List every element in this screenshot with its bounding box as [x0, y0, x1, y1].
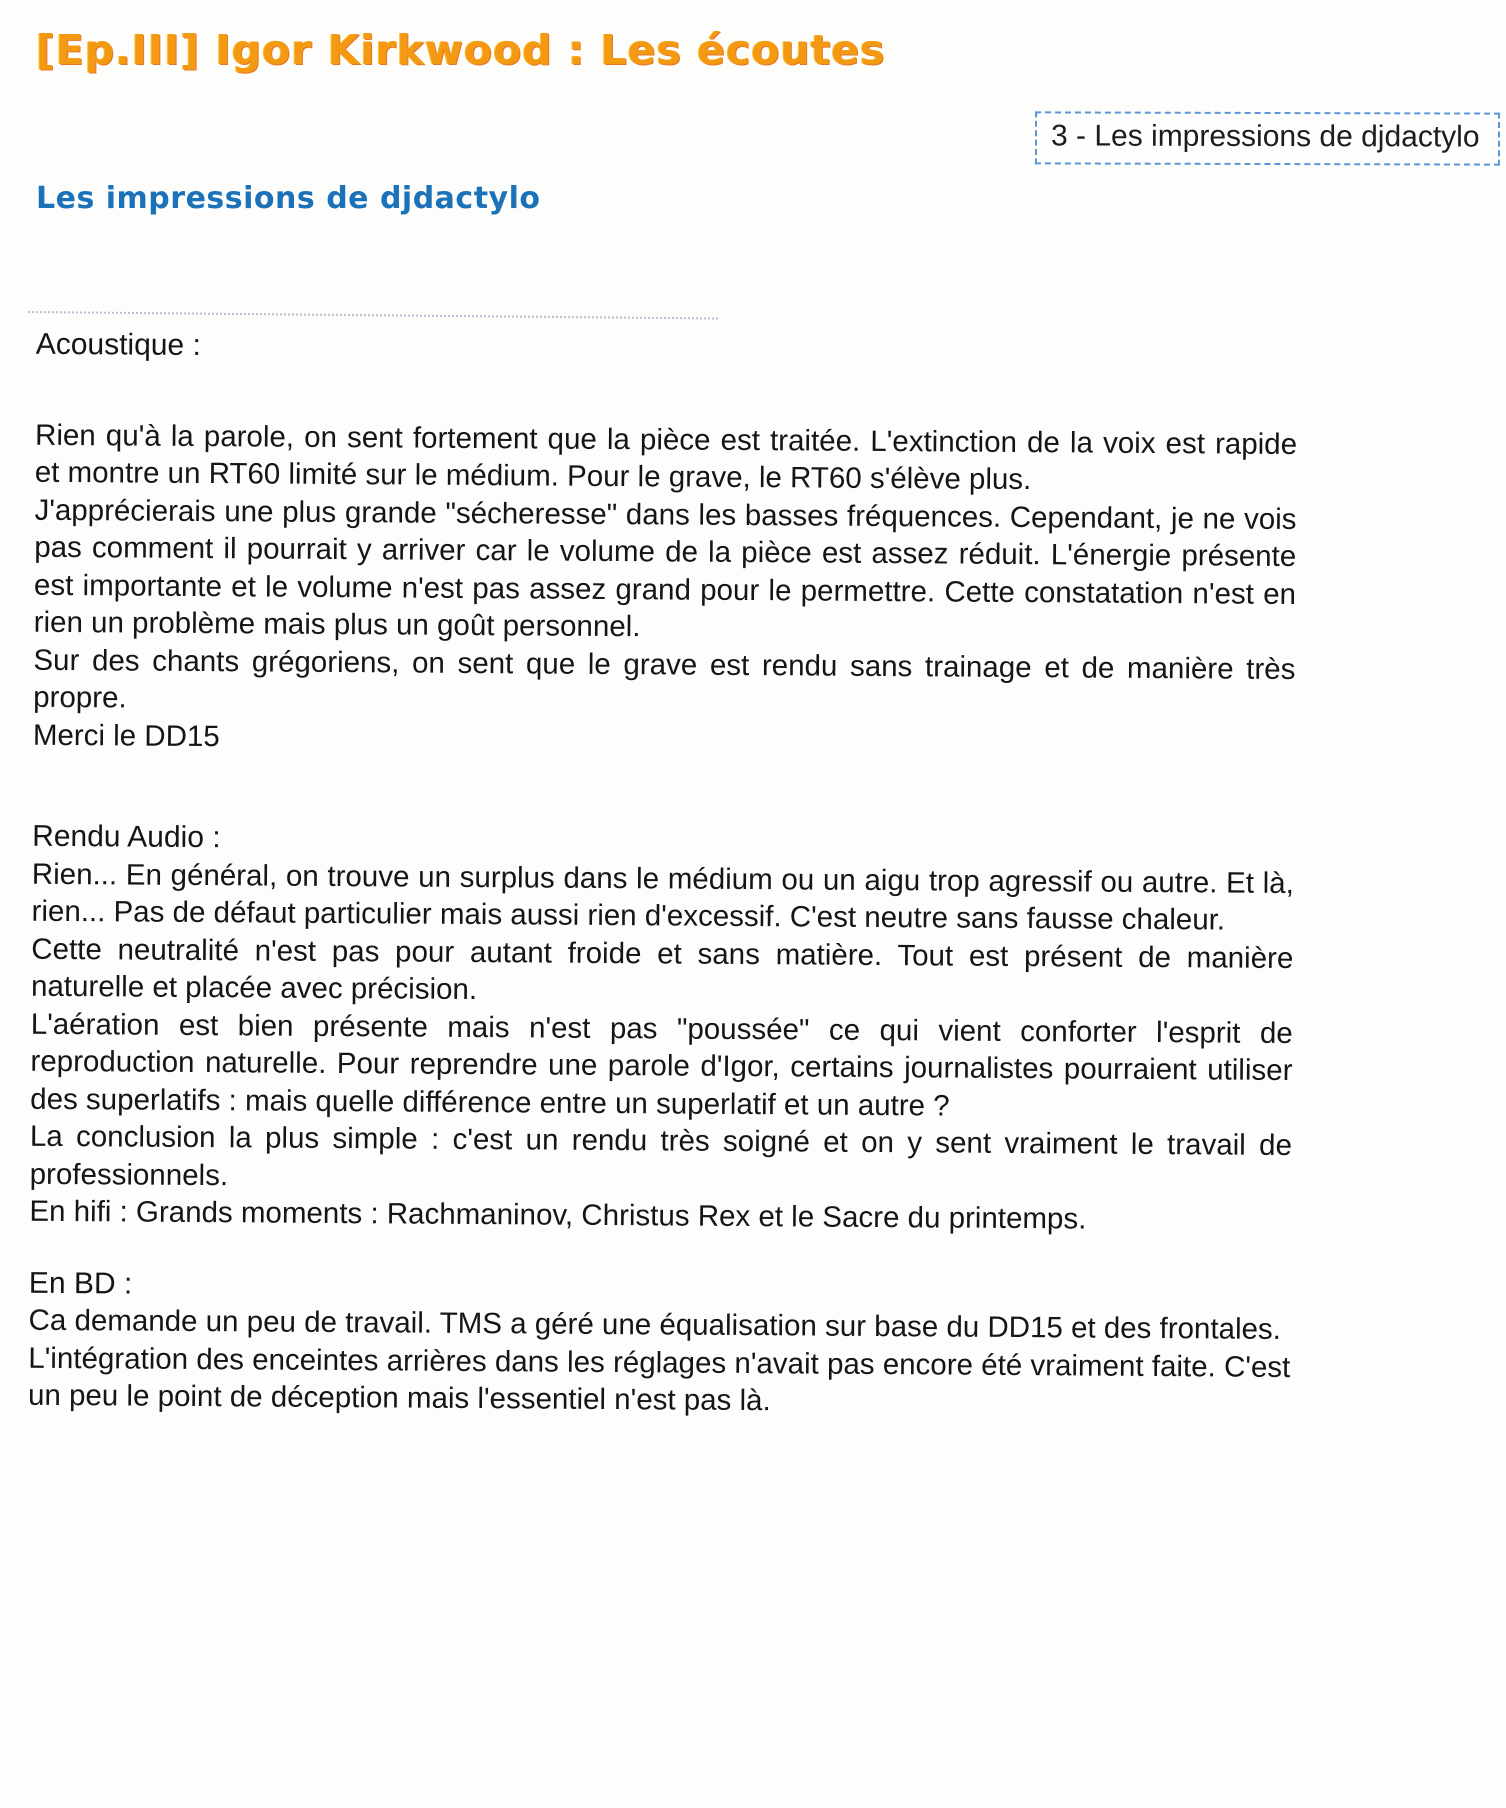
acoustique-paragraph-3: Sur des chants grégoriens, on sent que le grave est rendu sans trainage et de manière très propre. — [33, 643, 1296, 715]
section-heading: Les impressions de djdactylo — [36, 181, 541, 216]
acoustique-paragraph-1: Rien qu'à la parole, on sent fortement que la pièce est traitée. L'extinction de la voix est rapide et montre un RT60 limité sur le médium. Pour le grave, le RT60 s'élève plus. — [34, 418, 1298, 497]
acoustique-paragraph-2: J'apprécierais une plus grande "sécheresse" dans les basses fréquences. Cependant, je ne vois pas comment il pourrait y arriver car le volume de la pièce est assez réduit. L'énergie présente est importante et le volume n'est pas assez grand pour le permettre. Cette constatation n'est en rien un problème mais plus un goût personnel. — [33, 493, 1297, 644]
document-body — [28, 312, 1298, 1424]
acoustique-paragraph-4: Merci le DD15 — [32, 718, 220, 753]
page-title: [Ep.III] Igor Kirkwood : Les écoutes — [36, 26, 886, 74]
rendu-audio-heading: Rendu Audio : — [32, 819, 221, 855]
bd-paragraph-2: L'intégration des enceintes arrières dans les réglages n'avait pas encore été vraiment faite. C'est un peu le point de déception mais l'essentiel n'est pas là. — [27, 1341, 1291, 1418]
rendu-audio-paragraph-2: Cette neutralité n'est pas pour autant froide et sans matière. Tout est présent de manière naturelle et placée avec précision. — [30, 932, 1294, 1007]
spacer — [35, 363, 1297, 425]
rendu-audio-paragraph-3: L'aération est bien présente mais n'est pas "poussée" ce qui vient conforter l'esprit de reproduction naturelle. Pour reprendre une parole d'Igor, certains journalistes pourraient utiliser des superlatifs : mais quelle différence entre un superlatif et un autre ? — [30, 1007, 1293, 1122]
bd-paragraph-1: Ca demande un peu de travail. TMS a géré une équalisation sur base du DD15 et des frontales. — [28, 1303, 1282, 1346]
rendu-audio-paragraph-1: Rien... En général, on trouve un surplus dans le médium ou un aigu trop agressif ou autre. Et là, rien... Pas de défaut particulier mais aussi rien d'excessif. C'est neutre sans fausse chaleur. — [31, 857, 1294, 937]
toc-row — [0, 112, 1500, 165]
acoustique-heading: Acoustique : — [35, 327, 201, 362]
bd-heading: En BD : — [28, 1266, 133, 1301]
rendu-audio-paragraph-4: La conclusion la plus simple : c'est un rendu très soigné et on y sent vraiment le travail de professionnels. — [29, 1119, 1293, 1192]
toc-entry-box: 3 - Les impressions de djdactylo — [1035, 111, 1500, 165]
dotted-divider — [28, 311, 718, 320]
hifi-line: En hifi : Grands moments : Rachmaninov, Christus Rex et le Sacre du printemps. — [29, 1194, 1087, 1236]
